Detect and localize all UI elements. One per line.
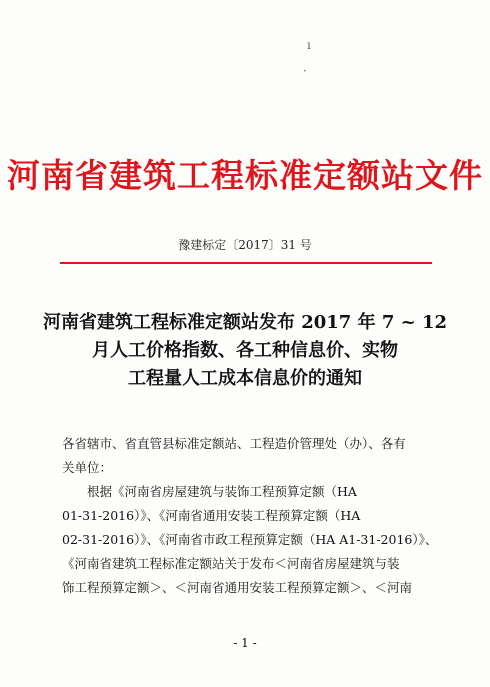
document-number: 豫建标定〔2017〕31 号 xyxy=(178,238,312,252)
scan-mark: ı xyxy=(307,38,311,52)
scan-mark: · xyxy=(303,64,307,78)
paragraph-line: 饰工程预算定额＞、＜河南省通用安装工程预算定额＞、＜河南 xyxy=(62,580,413,595)
page-number: - 1 - xyxy=(233,636,257,650)
notice-title-line: 河南省建筑工程标准定额站发布 2017 年 7 ~ 12 xyxy=(42,312,448,333)
red-divider xyxy=(60,262,432,264)
paragraph-line: 根据《河南省房屋建筑与装饰工程预算定额（HA xyxy=(87,484,357,499)
notice-body xyxy=(62,432,442,600)
notice-title-line: 工程量人工成本信息价的通知 xyxy=(128,368,362,389)
paragraph-line: 01-31-2016）》、《河南省通用安装工程预算定额（HA xyxy=(62,508,361,523)
notice-title-line: 月人工价格指数、各工种信息价、实物 xyxy=(92,340,398,361)
paragraph-line: 02-31-2016）》、《河南省市政工程预算定额（HA A1-31-2016）》、 xyxy=(62,532,438,547)
paragraph-line: 《河南省建筑工程标准定额站关于发布＜河南省房屋建筑与装 xyxy=(62,556,400,571)
document-header-title: 河南省建筑工程标准定额站文件 xyxy=(7,156,483,195)
notice-title xyxy=(40,309,450,393)
recipients-line: 各省辖市、省直管县标准定额站、工程造价管理处（办）、各有 xyxy=(62,436,406,451)
recipients-line: 关单位： xyxy=(62,460,113,475)
